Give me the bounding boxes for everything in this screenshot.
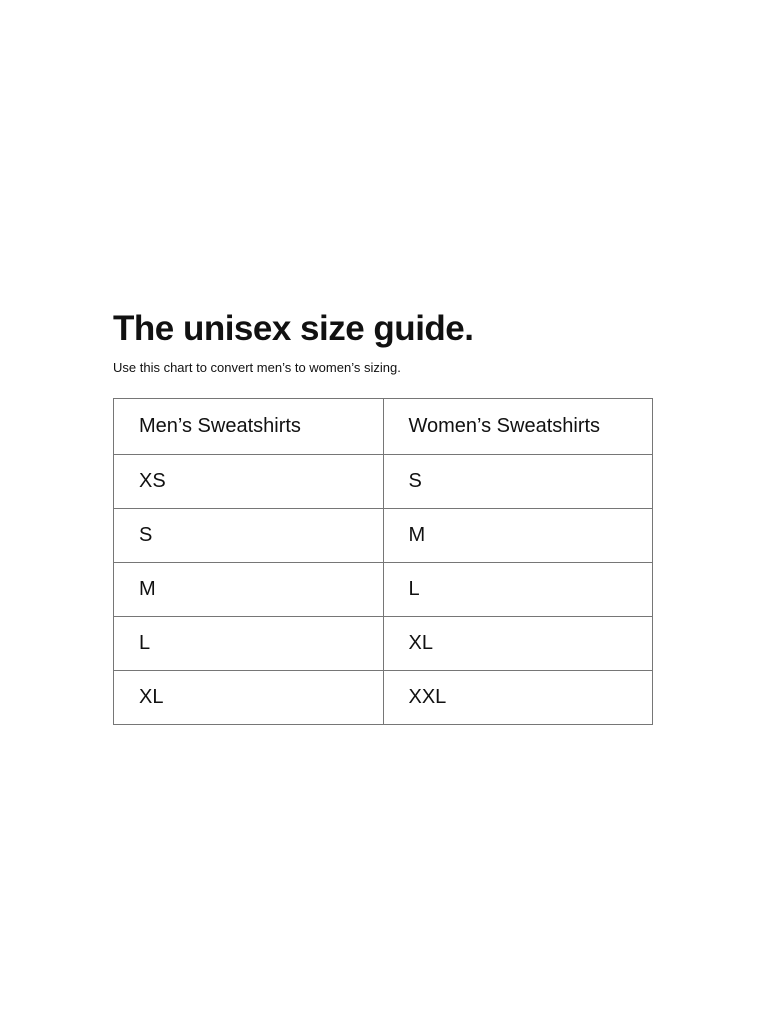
table-row	[114, 563, 653, 617]
table-row	[114, 617, 653, 671]
column-header-mens-sweatshirts: Men’s Sweatshirts	[114, 399, 384, 455]
column-header-womens-sweatshirts: Women’s Sweatshirts	[383, 399, 653, 455]
table-row	[114, 455, 653, 509]
size-cell-womens: XXL	[383, 671, 653, 725]
size-cell-mens: S	[114, 509, 384, 563]
size-cell-womens: S	[383, 455, 653, 509]
size-cell-womens: M	[383, 509, 653, 563]
page-title: The unisex size guide.	[113, 309, 474, 348]
size-cell-mens: L	[114, 617, 384, 671]
table-row	[114, 671, 653, 725]
size-cell-mens: XL	[114, 671, 384, 725]
size-cell-womens: L	[383, 563, 653, 617]
size-conversion-table	[113, 398, 653, 725]
table-row	[114, 509, 653, 563]
table-header-row	[114, 399, 653, 455]
page-subtitle: Use this chart to convert men’s to women’s sizing.	[113, 360, 401, 375]
size-cell-mens: M	[114, 563, 384, 617]
size-guide-section	[113, 310, 673, 725]
size-cell-womens: XL	[383, 617, 653, 671]
size-cell-mens: XS	[114, 455, 384, 509]
